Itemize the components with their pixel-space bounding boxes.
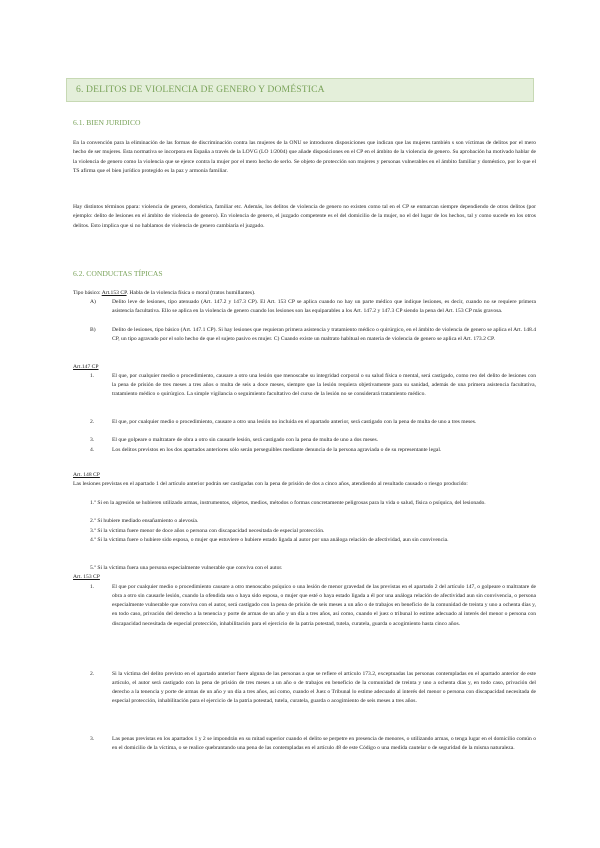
art147-item-number: 3. — [90, 437, 95, 443]
art148-item: 2.º Si hubiere mediado ensañamiento o alevosía. — [90, 518, 199, 524]
chapter-title: 6. DELITOS DE VIOLENCIA DE GENERO Y DOMÉSTICA — [76, 84, 325, 95]
option-a-text: Delito leve de lesiones, tipo atenuado (Art. 147.2 y 147.3 CP). El Art. 153 CP se aplica cuando no hay un parte médico que indique lesiones, es decir, cuando no se requiere primera asistencia facultativa. Ello se aplica en la violencia de genero cuando los lesiones son las equiparables a los Art. 147.2 y 147.3 CP siendo la pena del Art. 153 CP más gravosa. — [112, 299, 536, 315]
art147-item-text: El que golpeare o maltratare de obra a otro sin causarle lesión, será castigado con la pena de multa de uno a dos meses. — [112, 437, 379, 443]
option-a-marker: A) — [90, 299, 96, 305]
art148-item: 3.º Si la víctima fuere menor de doce años o persona con discapacidad necesitada de especial protección. — [90, 528, 325, 534]
art148-item: 1.º Si en la agresión se hubieren utilizado armas, instrumentos, objetos, medios, métodos o formas concretamente peligrosas para la vida o salud, física o psíquica, del lesionado. — [90, 500, 486, 506]
art147-item-text: El que, por cualquier medio o procedimiento, causare a otro una lesión no incluida en el apartado anterior, será castigado con la pena de multa de uno a tres meses. — [112, 419, 477, 425]
art147-item-text: Los delitos previstos en los dos apartados anteriores sólo serán perseguibles mediante denuncia de la persona agraviada o de su representante legal. — [112, 447, 442, 453]
section-heading-bien-juridico: 6.1. BIEN JURIDICO — [73, 118, 141, 127]
article-147-heading: Art.147 CP — [73, 364, 99, 370]
article-153-heading: Art. 153 CP — [73, 574, 100, 580]
art147-item-number: 4. — [90, 447, 95, 453]
art153-item-text: Si la víctima del delito previsto en el apartado anterior fuere alguna de las personas a que se refiere el artículo 173.2, exceptuadas las personas contempladas en el apartado anterior de este artículo, el autor será castigado con la pena de prisión de tres meses a un año o de trabajos en beneficio de la comunidad de treinta y uno a ochenta días y, en todo caso, privación del derecho a la tenencia y porte de armas de un año y un día a tres años, así como, cuando el Juez o Tribunal lo estime adecuado al interés del menor o persona con discapacidad necesitada de especial protección, inhabilitación para el ejercicio de la patria potestad, tutela, curatela, guarda o acogimiento de seis meses a tres años. — [112, 671, 536, 705]
art153-item-text: El que por cualquier medio o procedimiento causare a otro menoscabo psíquico o una lesión de menor gravedad de las previstas en el apartado 2 del artículo 147, o golpeare o maltratare de obra a otro sin causarle lesión, cuando la ofendida sea o haya sido esposa, o mujer que esté o haya estado ligada a él por una análoga relación de afectividad aun sin convivencia, o persona especialmente vulnerable que conviva con el autor, será castigado con la pena de prisión de seis meses a un año o de trabajos en beneficio de la comunidad de treinta y uno a ochenta días y, en todo caso, privación del derecho a la tenencia y porte de armas de un año y un día a tres años, así como, cuando el juez o tribunal lo estime adecuado al interés del menor o persona con discapacidad necesitada de especial protección, inhabilitación para el ejercicio de la patria potestad, tutela, curatela, guarda o acogimiento hasta cinco años. — [112, 584, 536, 627]
tipo-basico-article: Art.153 CP — [101, 290, 127, 296]
chapter-title-box — [66, 78, 534, 102]
option-b-text: Delito de lesiones, tipo básico (Art. 147.1 CP). Si hay lesiones que requieran primera asistencia y tratamiento médico o quirúrgico, en el ámbito de violencia de genero se aplica el Art. 148.4 CP, un tipo agravado por el solo hecho de que el sujeto pasivo es mujer. C) Cuando existe un maltrato habitual en materia de violencia de genero se aplica el Art. 173.2 CP. — [112, 327, 536, 343]
tipo-basico-label: Tipo básico: — [73, 290, 102, 296]
art148-item: 4.º Si la víctima fuere o hubiere sido esposa, o mujer que estuviere o hubiere estado ligada al autor por una análoga relación de afectividad, aun sin convivencia. — [90, 537, 449, 543]
paragraph-terminos: Hay distintos términos ppara: violencia de genero, doméstica, familiar etc. Además, los delitos de violencia de genero no existen como tal en el CP se enmarcan siempre dependiendo de otros delitos (por ejemplo: delito de lesiones en el ámbito de violencia de genero). En violencia de genero, el juzgado competente es el del domicilio de la mujer, no el del lugar de los hechos, tal y como sucede en los otros delitos. Esto implica que si no hablamos de violencia de genero cambiaría el juzgado. — [73, 204, 536, 229]
art153-item-number: 3. — [90, 736, 95, 742]
art153-item-number: 1. — [90, 584, 95, 590]
paragraph-convencion: En la convención para la eliminación de las formas de discriminación contra las mujeres de la ONU se introducen disposiciones que indican que las mujeres también s son víctimas de delitos por el mero hecho de ser mujeres. Esta normativa se incorpora en España a través de la LOVG (LO 1/2004) que añade disposiciones en el CP en el ámbito de la violencia de genero. Su aprobación ha motivado hablar de la violencia de genero como la violencia que se ejerce contra la mujer por el mero hecho de serlo. Se objeto de protección son mujeres y personas vulnerables en el ámbito familiar y doméstico, por lo que el TS afirma que el bien jurídico protegido es la paz y armonía familiar. — [73, 140, 536, 175]
article-148-heading: Art. 148 CP — [73, 472, 100, 478]
art153-item-number: 2. — [90, 671, 95, 677]
tipo-basico-line — [73, 289, 255, 298]
art153-item-text: Las penas previstas en los apartados 1 y 2 se impondrán en su mitad superior cuando el delito se perpetre en presencia de menores, o utilizando armas, o tenga lugar en el domicilio común o en el domicilio de la víctima, o se realice quebrantando una pena de las contempladas en el artículo 48 de este Código o una medida cautelar o de seguridad de la misma naturaleza. — [112, 736, 536, 752]
art147-item-number: 2. — [90, 419, 95, 425]
art147-item-number: 1. — [90, 373, 95, 379]
art148-intro: Las lesiones previstas en el apartado 1 del artículo anterior podrán ser castigadas con la pena de prisión de dos a cinco años, atendiendo al resultado causado o riesgo producido: — [73, 481, 468, 487]
art147-item-text: El que, por cualquier medio o procedimiento, causare a otro una lesión que menoscabe su integridad corporal o su salud física o mental, será castigado, como reo del delito de lesiones con la pena de prisión de tres meses a tres años o multa de seis a doce meses, siempre que la lesión requiera objetivamente para su sanidad, además de una primera asistencia facultativa, tratamiento médico o quirúrgico. La simple vigilancia o seguimiento facultativo del curso de la lesión no se considerará tratamiento médico. — [112, 373, 536, 398]
tipo-basico-text: . Habla de la violencia física o moral (tratos humillantes). — [126, 290, 256, 296]
option-b-marker: B) — [90, 327, 96, 333]
section-heading-conductas: 6.2. CONDUCTAS TÍPICAS — [73, 269, 163, 278]
art148-item: 5.º Si la víctima fuera una persona especialmente vulnerable que conviva con el autor. — [90, 565, 283, 571]
